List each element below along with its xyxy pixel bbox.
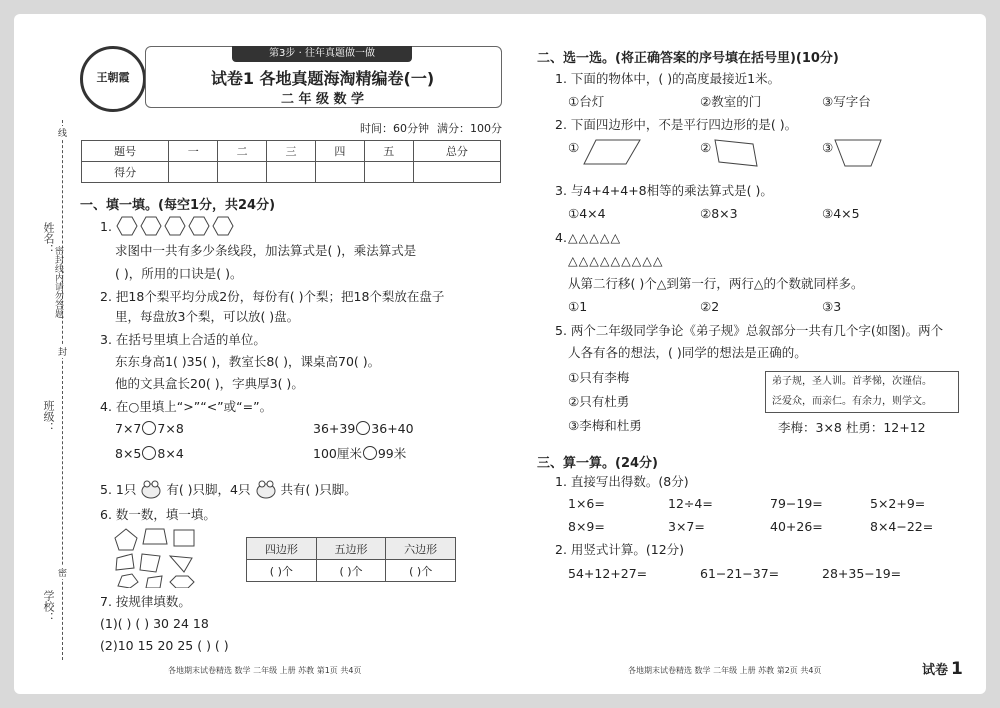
- q4-compare-b: [313, 421, 414, 437]
- class-label: 班级：: [42, 400, 55, 433]
- s2-q2-option[interactable]: ①: [568, 140, 580, 155]
- q2-line2: 里，每盘放3个梨，可以放( )盘。: [115, 309, 300, 324]
- s2-q4-option[interactable]: ②2: [700, 299, 720, 314]
- q4-right: 8×4: [157, 446, 184, 461]
- q4-left: 7×7: [115, 421, 142, 436]
- seal-note: 密封线内请勿答题: [53, 246, 63, 318]
- q5-part-a: 5. 1只: [100, 482, 137, 497]
- s2-q4-number: 4.: [555, 230, 567, 245]
- score-table-cell: 总分: [413, 141, 500, 162]
- q1-line2: ( )，所用的口诀是( )。: [115, 266, 243, 281]
- dizigui-quote-box: [765, 371, 959, 413]
- time-text: 时间：60分钟: [360, 122, 429, 135]
- calc-item: 5×2+9=: [870, 496, 926, 511]
- step-badge: 第3步 · 往年真题做一做: [232, 46, 412, 62]
- score-table-cell: 得分: [82, 162, 169, 183]
- score-input-cell[interactable]: [315, 162, 364, 183]
- exam-badge-number: 1: [951, 659, 963, 679]
- section2-heading: 二、选一选。(将正确答案的序号填在括号里)(10分): [537, 51, 839, 66]
- quote-line-1: 弟子规，圣人训。首孝悌，次谨信。: [772, 376, 932, 387]
- q4-line1: 4. 在○里填上“>”“<”或“=”。: [100, 399, 273, 414]
- q3-line3: 他的文具盒长20( )，字典厚3( )。: [115, 376, 304, 391]
- seal-mark-xian: 线: [58, 126, 67, 139]
- seal-mark-feng: 封: [58, 345, 67, 358]
- brand-logo-text: 王朝霞: [96, 71, 130, 84]
- q4-left: 100厘米: [313, 446, 362, 461]
- calc-item: 8×4−22=: [870, 519, 934, 534]
- seal-line: [62, 120, 64, 660]
- compare-circle[interactable]: [142, 421, 156, 435]
- q4-right: 99米: [377, 446, 407, 461]
- s2-q2-option[interactable]: ③: [822, 140, 834, 155]
- score-table: [81, 140, 501, 183]
- q4-right: 7×8: [157, 421, 184, 436]
- shape-count-input[interactable]: ( )个: [247, 560, 317, 582]
- frog-icon: [255, 479, 277, 499]
- q5-part-c: 共有( )只脚。: [280, 482, 357, 497]
- score-table-cell: 四: [315, 141, 364, 162]
- score-table-cell: 一: [169, 141, 218, 162]
- score-input-cell[interactable]: [364, 162, 413, 183]
- q7-sequence-1: (1)( ) ( ) 30 24 18: [100, 616, 209, 631]
- brand-logo: [80, 46, 146, 112]
- s2-q3-option[interactable]: ①4×4: [568, 206, 606, 221]
- q6-line: 6. 数一数，填一填。: [100, 507, 216, 522]
- q7-sequence-2: (2)10 15 20 25 ( ) ( ): [100, 638, 229, 653]
- s2-q5-calc: 李梅：3×8 杜勇：12+12: [778, 420, 926, 435]
- slanted-parallelogram-shape: [713, 138, 759, 168]
- s3-q1: 1. 直接写出得数。(8分): [555, 474, 689, 489]
- frog-icon: [140, 479, 162, 499]
- score-table-cell: 三: [267, 141, 316, 162]
- parallelogram-shape: [582, 138, 642, 166]
- q1-number: 1.: [100, 219, 112, 234]
- score-table-cell: 题号: [82, 141, 169, 162]
- exam-badge: [922, 659, 963, 679]
- trapezoid-shape: [833, 138, 883, 168]
- s2-q5-option[interactable]: ③李梅和杜勇: [568, 418, 642, 433]
- s2-q1-option[interactable]: ③写字台: [822, 94, 871, 109]
- polygon-cluster-icon: [112, 526, 202, 588]
- s3-q2: 2. 用竖式计算。(12分): [555, 542, 685, 557]
- q4-compare-c: [115, 446, 184, 462]
- q1-line1: 求图中一共有多少条线段，加法算式是( )，乘法算式是: [115, 243, 417, 258]
- calc-item: 79−19=: [770, 496, 823, 511]
- triangle-row-1: △△△△△: [568, 230, 622, 245]
- q4-compare-d: [313, 446, 406, 462]
- score-text: 满分：100分: [437, 122, 502, 135]
- score-input-cell[interactable]: [218, 162, 267, 183]
- page-title: 试卷1 各地真题海淘精编卷(一): [210, 69, 435, 88]
- s2-q5-option[interactable]: ①只有李梅: [568, 370, 630, 385]
- s2-q4-line: 从第二行移( )个△到第一行，两行△的个数就同样多。: [568, 276, 864, 291]
- score-table-cell: 五: [364, 141, 413, 162]
- q3-line2: 东东身高1( )35( )，教室长8( )，课桌高70( )。: [115, 354, 381, 369]
- compare-circle[interactable]: [142, 446, 156, 460]
- shape-count-input[interactable]: ( )个: [316, 560, 386, 582]
- section1-heading: 一、填一填。(每空1分，共24分): [80, 198, 276, 213]
- s2-q3-option[interactable]: ②8×3: [700, 206, 738, 221]
- calc-item: 1×6=: [568, 496, 605, 511]
- q7-line: 7. 按规律填数。: [100, 594, 191, 609]
- q4-right: 36+40: [371, 421, 414, 436]
- q2-line1: 2. 把18个梨平均分成2份，每份有( )个梨；把18个梨放在盘子: [100, 289, 445, 304]
- quote-line-2: 泛爱众，而亲仁。有余力，则学文。: [772, 396, 932, 407]
- s2-q1-option[interactable]: ②教室的门: [700, 94, 762, 109]
- s2-q5-line2: 人各有各的想法，( )同学的想法是正确的。: [568, 345, 807, 360]
- q5-part-b: 有( )只脚，4只: [166, 482, 251, 497]
- vertical-calc-item: 61−21−37=: [700, 566, 780, 581]
- score-table-header-row: [82, 141, 501, 162]
- s2-q1: 1. 下面的物体中，( )的高度最接近1米。: [555, 71, 781, 86]
- compare-circle[interactable]: [363, 446, 377, 460]
- s2-q1-option[interactable]: ①台灯: [568, 94, 605, 109]
- footer-right: 各地期末试卷精选 数学 二年级 上册 苏教 第2页 共4页: [628, 666, 822, 675]
- shape-table-head: 四边形: [247, 538, 317, 560]
- s2-q2: 2. 下面四边形中，不是平行四边形的是( )。: [555, 117, 798, 132]
- s2-q3-option[interactable]: ③4×5: [822, 206, 860, 221]
- vertical-calc-item: 54+12+27=: [568, 566, 648, 581]
- footer-left: 各地期末试卷精选 数学 二年级 上册 苏教 第1页 共4页: [168, 666, 362, 675]
- score-input-cell[interactable]: [413, 162, 500, 183]
- name-label: 姓名：: [42, 222, 55, 255]
- shape-table-head: 六边形: [386, 538, 456, 560]
- compare-circle[interactable]: [356, 421, 370, 435]
- seal-mark-mi: 密: [58, 566, 67, 579]
- q3-line1: 3. 在括号里填上合适的单位。: [100, 332, 266, 347]
- calc-item: 3×7=: [668, 519, 705, 534]
- score-table-score-row: [82, 162, 501, 183]
- score-input-cell[interactable]: [267, 162, 316, 183]
- calc-item: 40+26=: [770, 519, 823, 534]
- school-label: 学校：: [42, 590, 55, 623]
- hexagon-row-icon: [112, 215, 237, 237]
- shape-count-input[interactable]: ( )个: [386, 560, 456, 582]
- s2-q5-option[interactable]: ②只有杜勇: [568, 394, 630, 409]
- shape-table-head: 五边形: [316, 538, 386, 560]
- q4-left: 36+39: [313, 421, 356, 436]
- s2-q5-line1: 5. 两个二年级同学争论《弟子规》总叙部分一共有几个字(如图)。两个: [555, 323, 944, 338]
- calc-item: 12÷4=: [668, 496, 713, 511]
- q4-left: 8×5: [115, 446, 142, 461]
- score-table-cell: 二: [218, 141, 267, 162]
- exam-badge-label: 试卷: [922, 663, 949, 678]
- s2-q2-option[interactable]: ②: [700, 140, 712, 155]
- q4-compare-a: [115, 421, 184, 437]
- vertical-calc-item: 28+35−19=: [822, 566, 902, 581]
- calc-item: 8×9=: [568, 519, 605, 534]
- triangle-row-2: △△△△△△△△△: [568, 253, 664, 268]
- score-input-cell[interactable]: [169, 162, 218, 183]
- shape-count-table: [246, 537, 456, 582]
- page-subtitle: 二 年 级 数 学: [280, 92, 365, 107]
- s2-q3: 3. 与4+4+4+8相等的乘法算式是( )。: [555, 183, 773, 198]
- s2-q4-option[interactable]: ③3: [822, 299, 842, 314]
- s2-q4-option[interactable]: ①1: [568, 299, 588, 314]
- section3-heading: 三、算一算。(24分): [537, 456, 658, 471]
- q5-line: [100, 479, 357, 499]
